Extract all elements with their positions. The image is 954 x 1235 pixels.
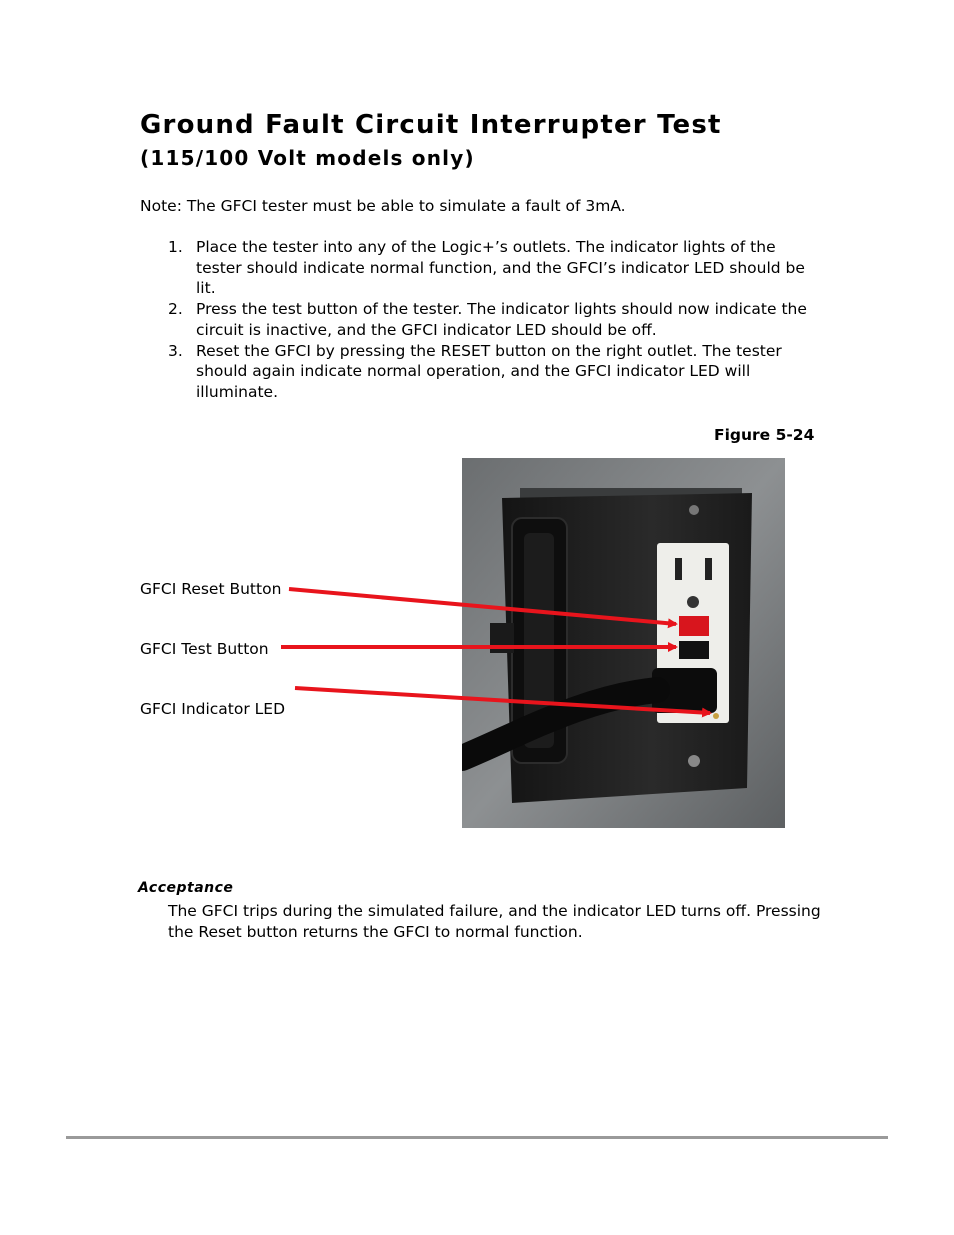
- figure-caption: Figure 5-24: [714, 426, 815, 444]
- procedure-steps: [140, 237, 820, 403]
- callout-led-label: GFCI Indicator LED: [140, 700, 286, 718]
- step-text: Place the tester into any of the Logic+’s outlets. The indicator lights of the tester should indicate normal function, and the GFCI’s indicator LED should be lit.: [196, 238, 805, 298]
- step-item: [140, 299, 820, 340]
- page-subtitle: (115/100 Volt models only): [140, 146, 475, 170]
- step-number: 3.: [168, 341, 183, 360]
- callout-test-label: GFCI Test Button: [140, 640, 269, 658]
- step-text: Press the test button of the tester. The indicator lights should now indicate the circuit is inactive, and the GFCI indicator LED should be off.: [196, 300, 807, 339]
- gfci-outlet-photo: [462, 458, 785, 828]
- step-item: [140, 341, 820, 403]
- footer-rule: [66, 1136, 888, 1139]
- note-text: Note: The GFCI tester must be able to simulate a fault of 3mA.: [140, 197, 626, 215]
- acceptance-heading: Acceptance: [138, 880, 234, 896]
- step-text: Reset the GFCI by pressing the RESET button on the right outlet. The tester should again indicate normal operation, and the GFCI indicator LED will illuminate.: [196, 341, 782, 401]
- callout-reset-label: GFCI Reset Button: [140, 580, 282, 598]
- acceptance-body: The GFCI trips during the simulated failure, and the indicator LED turns off. Pressing the Reset button returns the GFCI to normal function.: [168, 902, 821, 941]
- page-title: Ground Fault Circuit Interrupter Test: [140, 110, 722, 140]
- step-number: 2.: [168, 300, 183, 319]
- step-item: [140, 237, 820, 299]
- step-number: 1.: [168, 238, 183, 256]
